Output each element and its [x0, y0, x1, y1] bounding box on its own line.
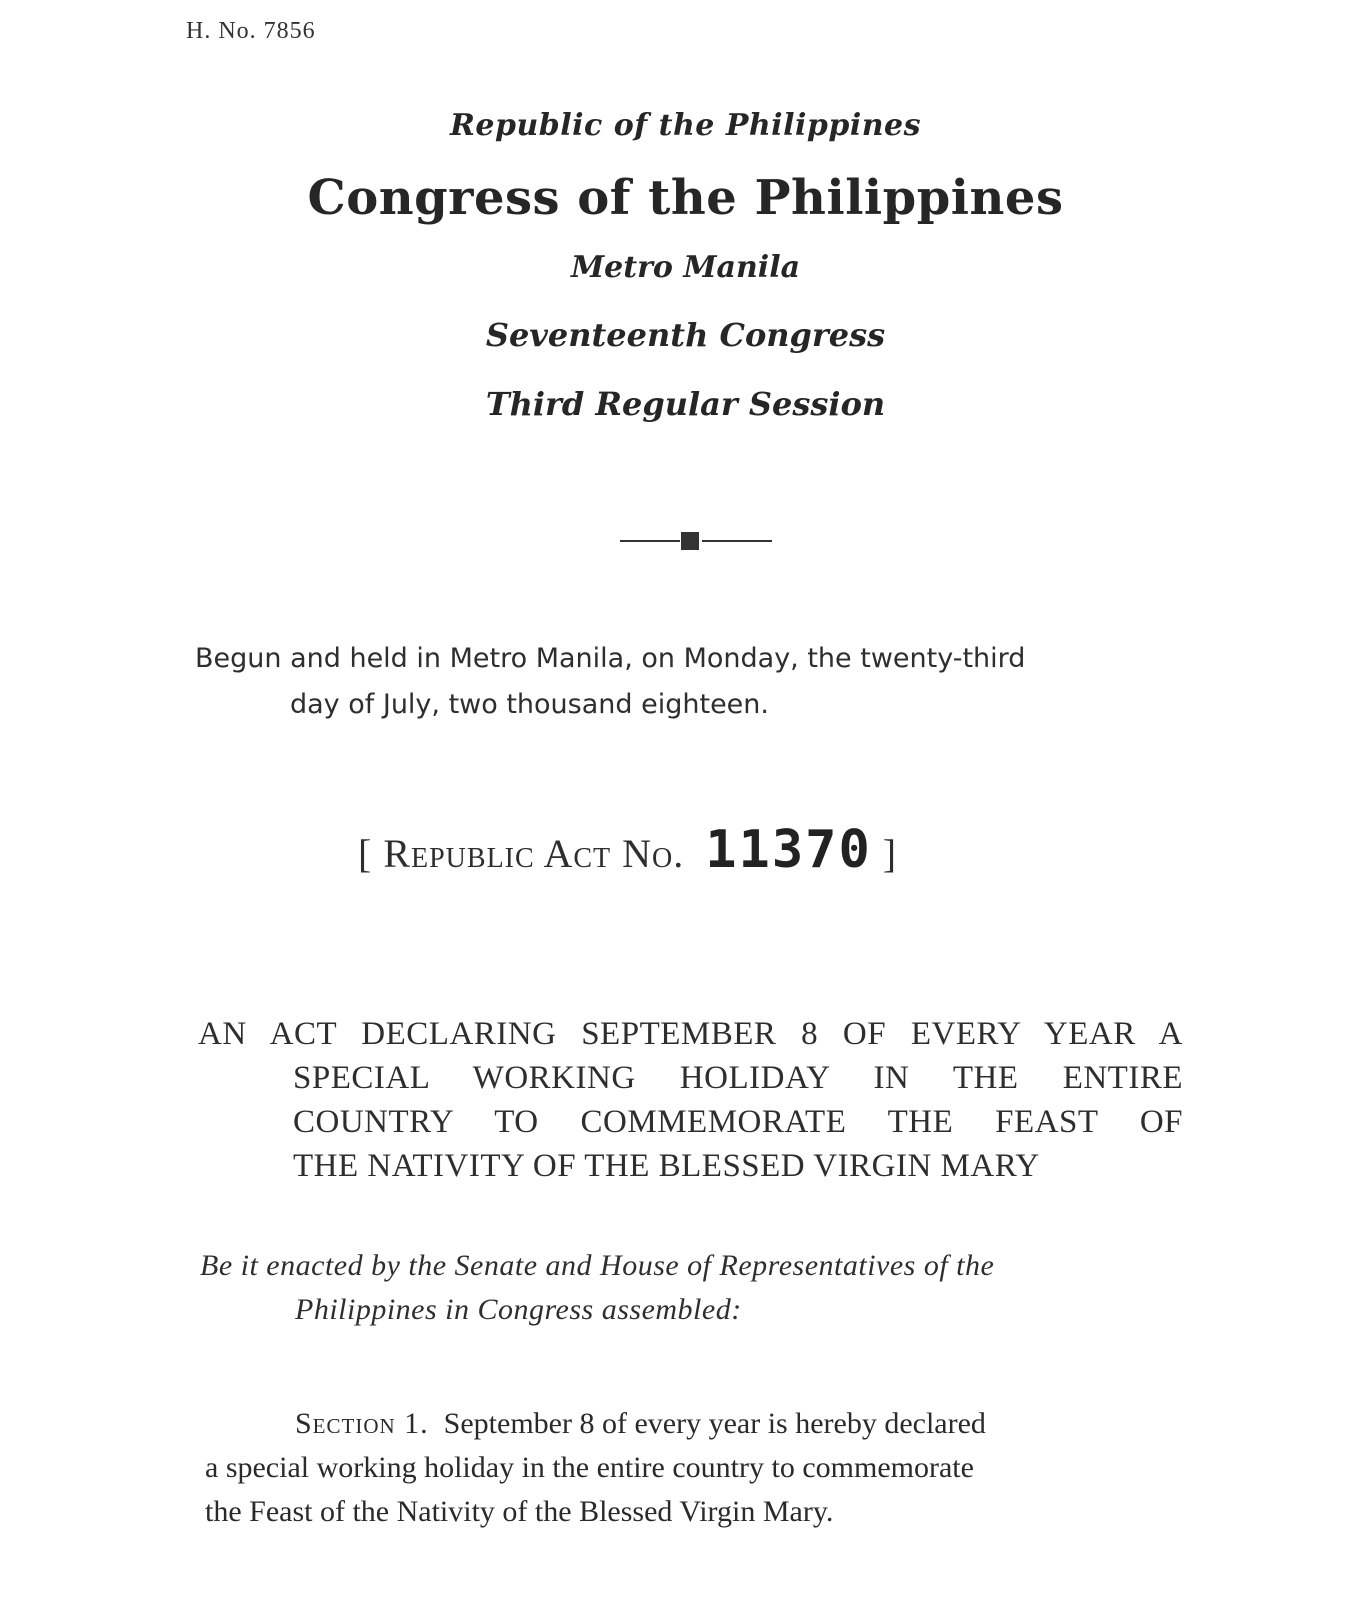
enacting-line-2: Philippines in Congress assembled: — [295, 1293, 742, 1326]
ornament-square-icon — [681, 532, 699, 550]
enacting-clause — [200, 1244, 1185, 1332]
section-1-line-1: September 8 of every year is hereby declared — [443, 1407, 986, 1440]
enacting-line-1: Be it enacted by the Senate and House of Representatives of the — [200, 1249, 995, 1282]
begun-line-1: Begun and held in Metro Manila, on Monday, the twenty-third — [195, 643, 1026, 674]
ornament-divider — [620, 530, 772, 550]
ra-label: Republic Act No. — [383, 831, 685, 876]
section-1 — [205, 1402, 1185, 1534]
ra-close-bracket: ] — [882, 831, 898, 876]
act-title — [198, 1012, 1183, 1188]
section-1-line-2: a special working holiday in the entire country to commemorate — [205, 1451, 974, 1484]
header-congress-number: Seventeenth Congress — [485, 316, 886, 354]
ornament-rule-right — [702, 540, 772, 542]
section-1-label: Section 1. — [295, 1407, 429, 1440]
section-1-line-3: the Feast of the Nativity of the Blessed Virgin Mary. — [205, 1495, 834, 1528]
header-congress: Congress of the Philippines — [307, 170, 1064, 226]
bill-number: H. No. 7856 — [186, 18, 316, 44]
ra-number: 11370 — [705, 820, 872, 880]
act-title-line-3: COUNTRY TO COMMEMORATE THE FEAST OF — [293, 1104, 1183, 1140]
begun-clause — [195, 636, 1195, 728]
ra-open-bracket: [ — [358, 831, 373, 876]
section-1-first-line — [205, 1402, 1185, 1446]
header-republic: Republic of the Philippines — [449, 108, 922, 143]
header-location: Metro Manila — [570, 250, 801, 285]
act-title-line-4: THE NATIVITY OF THE BLESSED VIRGIN MARY — [293, 1148, 1040, 1184]
act-title-line-2: SPECIAL WORKING HOLIDAY IN THE ENTIRE — [293, 1060, 1183, 1096]
act-title-line-1: AN ACT DECLARING SEPTEMBER 8 OF EVERY YEAR A — [198, 1016, 1183, 1052]
header-session: Third Regular Session — [485, 385, 886, 423]
begun-line-2: day of July, two thousand eighteen. — [290, 689, 769, 720]
republic-act-heading — [358, 820, 897, 880]
ornament-rule-left — [620, 540, 680, 542]
